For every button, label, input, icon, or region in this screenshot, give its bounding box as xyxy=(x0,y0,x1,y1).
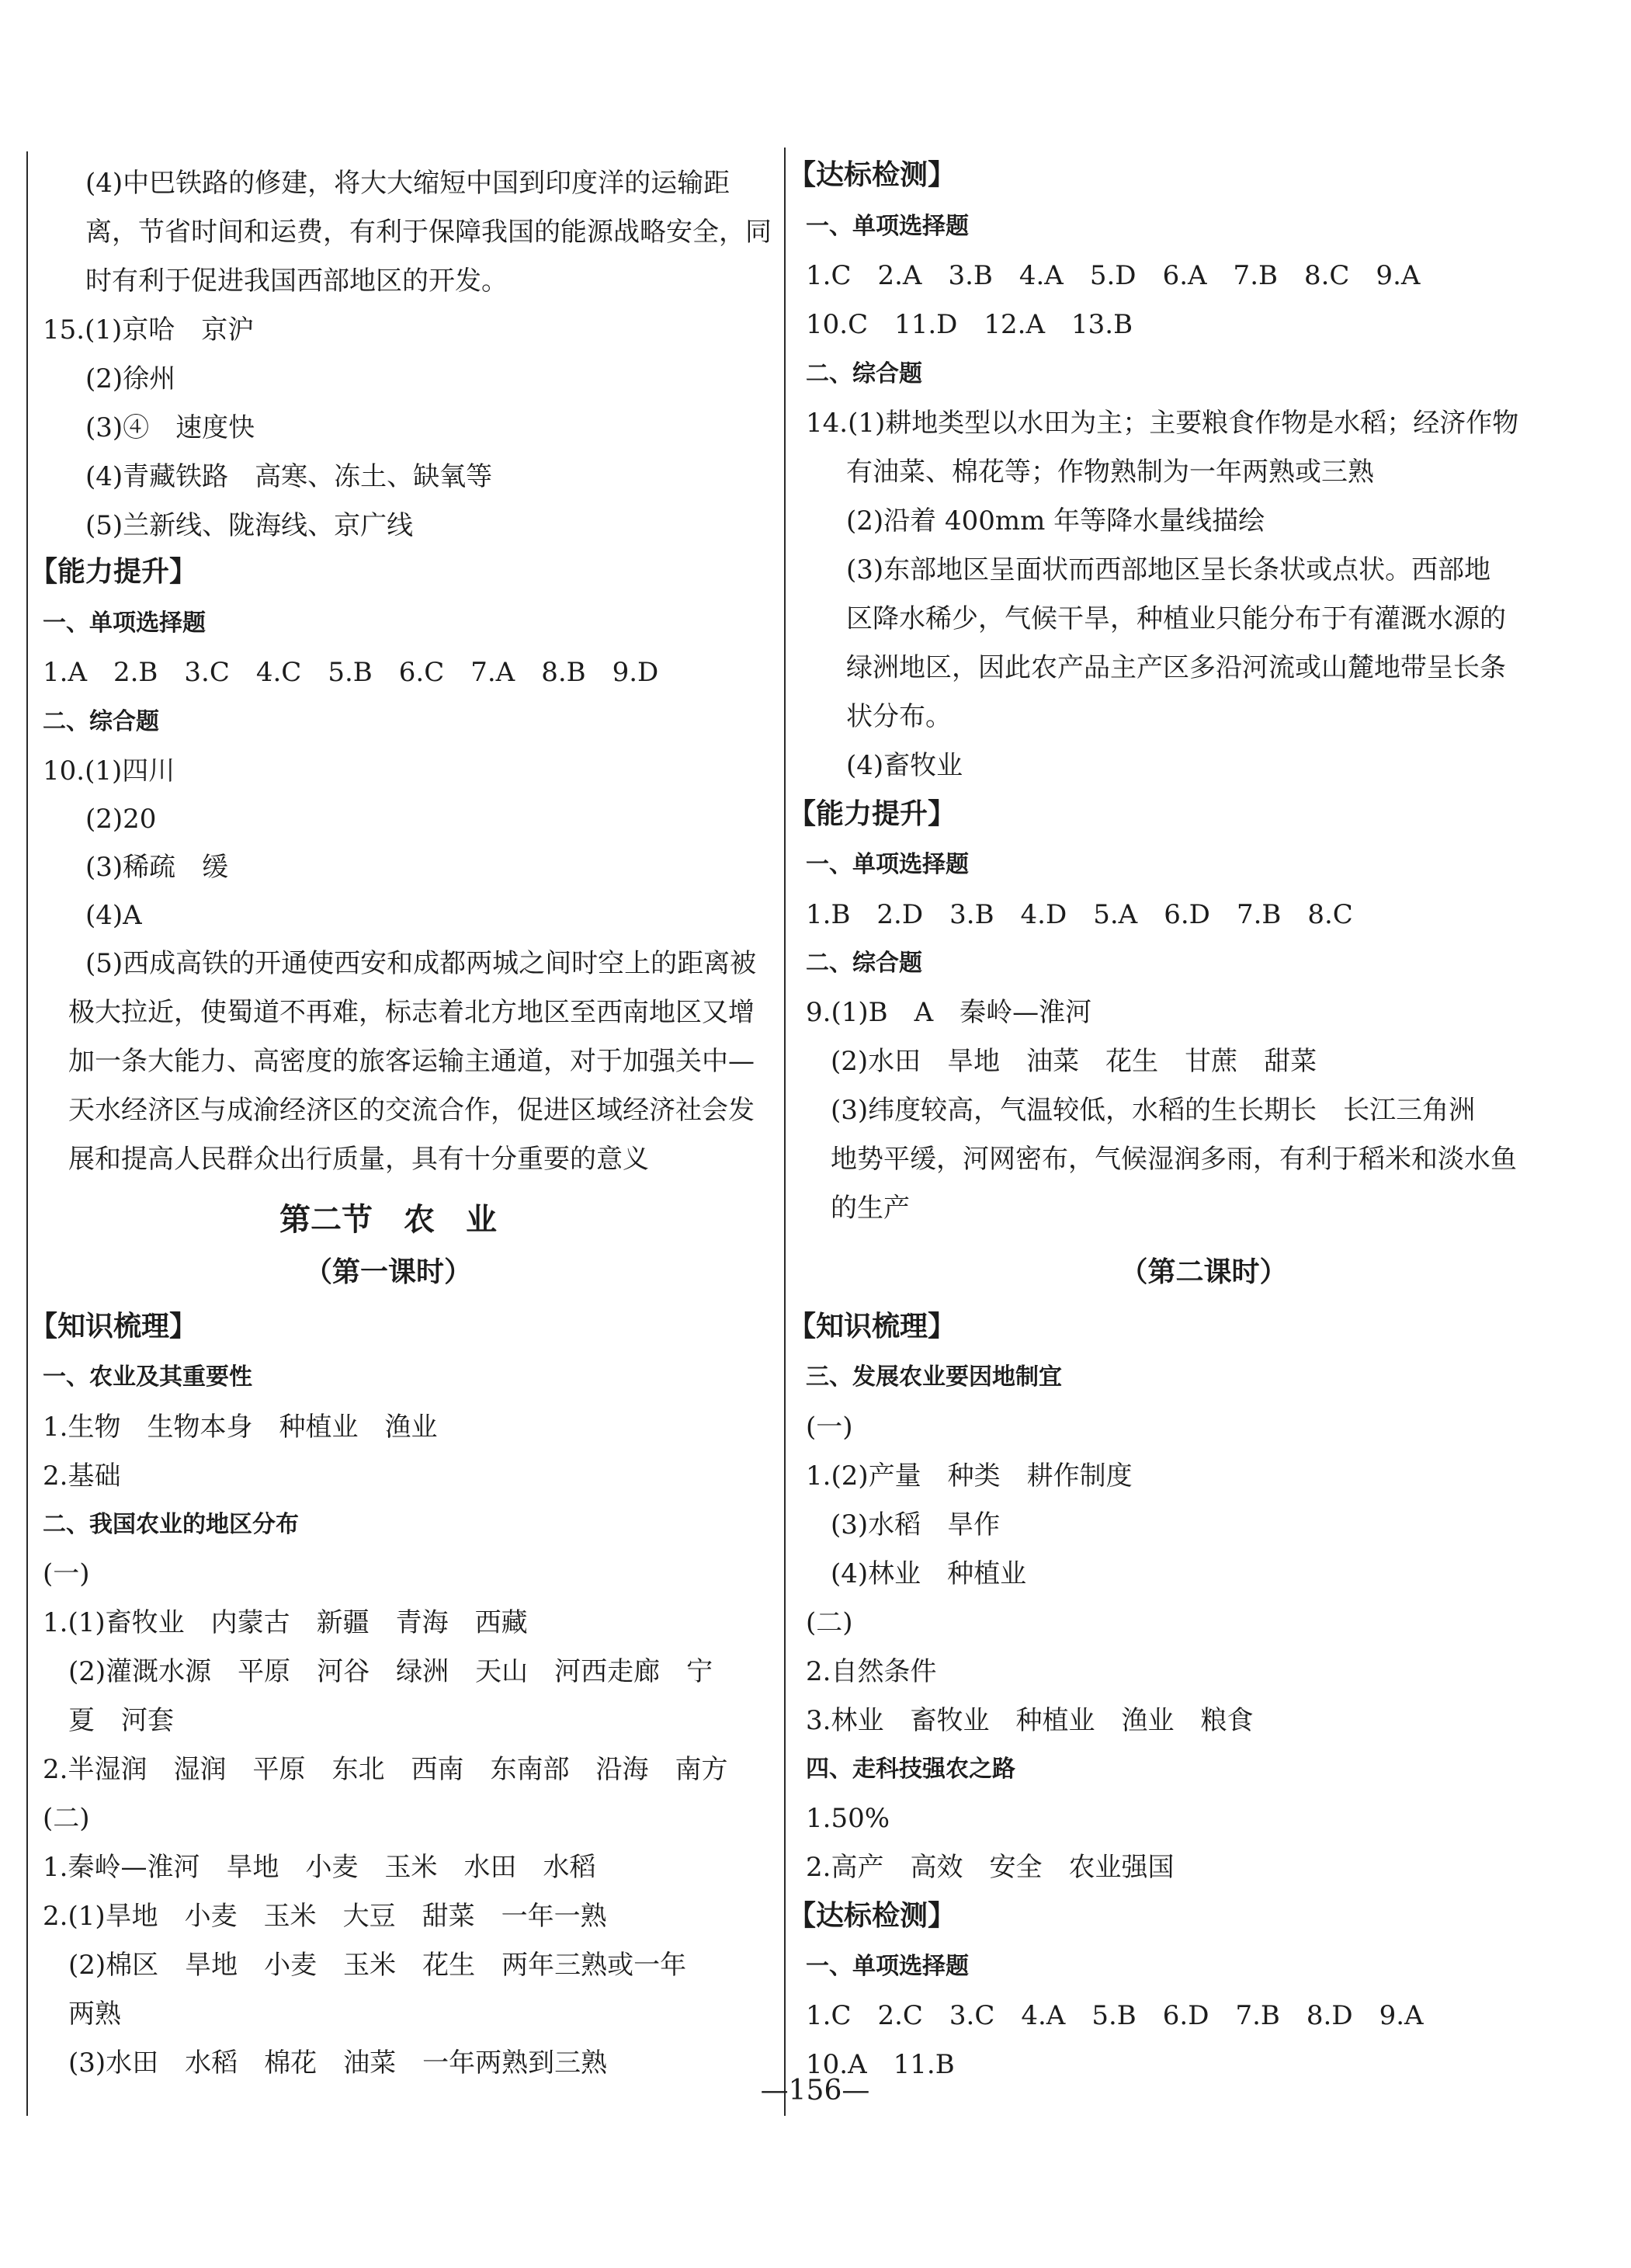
answer-line: (二) xyxy=(806,1607,853,1638)
answer-line: 14.(1)耕地类型以水田为主；主要粮食作物是水稻；经济作物 xyxy=(806,408,1519,439)
section-heading: 二、我国农业的地区分布 xyxy=(43,1511,299,1538)
choice-heading: 一、单项选择题 xyxy=(806,213,969,240)
answer-line: 离，节省时间和运费，有利于保障我国的能源战略安全，同 xyxy=(85,217,772,248)
answer-line: 区降水稀少，气候干旱，种植业只能分布于有灌溉水源的 xyxy=(846,603,1506,634)
answer-line: 9.(1)B A 秦岭—淮河 xyxy=(806,997,1092,1028)
answer-line: 1.50% xyxy=(806,1803,890,1834)
page-number: —156— xyxy=(760,2075,870,2106)
ability-heading: 【能力提升】 xyxy=(788,798,956,830)
choice-answers: 1.B 2.D 3.B 4.D 5.A 6.D 7.B 8.C xyxy=(806,899,1353,930)
answer-line: (2)20 xyxy=(85,804,157,835)
answer-line: (二) xyxy=(43,1803,90,1834)
answer-line: (5)兰新线、陇海线、京广线 xyxy=(85,510,414,541)
answer-line: (5)西成高铁的开通使西安和成都两城之间时空上的距离被 xyxy=(85,948,757,979)
choice-heading: 一、单项选择题 xyxy=(806,1953,969,1980)
answer-line: 2.(1)旱地 小麦 玉米 大豆 甜菜 一年一熟 xyxy=(43,1901,607,1932)
test-heading: 【达标检测】 xyxy=(788,1900,956,1932)
answer-line: 两熟 xyxy=(68,1999,121,2030)
choice-answers: 1.A 2.B 3.C 4.C 5.B 6.C 7.A 8.B 9.D xyxy=(43,657,659,688)
answer-line: 1.(1)畜牧业 内蒙古 新疆 青海 西藏 xyxy=(43,1607,528,1638)
answer-line: 有油菜、棉花等；作物熟制为一年两熟或三熟 xyxy=(846,457,1374,488)
left-column xyxy=(0,0,776,2112)
answer-line: 2.自然条件 xyxy=(806,1656,937,1687)
section-heading: 三、发展农业要因地制宜 xyxy=(806,1363,1062,1391)
answer-line: (2)灌溉水源 平原 河谷 绿洲 天山 河西走廊 宁 xyxy=(68,1656,713,1687)
ability-heading: 【能力提升】 xyxy=(29,556,198,588)
synthesis-heading: 二、综合题 xyxy=(806,360,922,387)
answer-line: (4)林业 种植业 xyxy=(831,1558,1027,1589)
answer-line: (4)中巴铁路的修建，将大大缩短中国到印度洋的运输距 xyxy=(85,168,730,199)
answer-line: (2)沿着 400mm 年等降水量线描绘 xyxy=(846,505,1265,537)
answer-line: (3)东部地区呈面状而西部地区呈长条状或点状。西部地 xyxy=(846,554,1491,585)
answer-line: 3.林业 畜牧业 种植业 渔业 粮食 xyxy=(806,1705,1254,1736)
answer-line: 2.高产 高效 安全 农业强国 xyxy=(806,1852,1175,1883)
synthesis-heading: 二、综合题 xyxy=(806,950,922,977)
answer-line: 加一条大能力、高密度的旅客运输主通道，对于加强关中— xyxy=(68,1046,755,1077)
choice-heading: 一、单项选择题 xyxy=(43,610,206,637)
answer-line: 10.(1)四川 xyxy=(43,755,175,787)
answer-line: 2.半湿润 湿润 平原 东北 西南 东南部 沿海 南方 xyxy=(43,1754,728,1785)
answer-line: 展和提高人民群众出行质量，具有十分重要的意义 xyxy=(68,1144,649,1175)
answer-line: 绿洲地区，因此农产品主产区多沿河流或山麓地带呈长条 xyxy=(846,652,1506,683)
answer-line: (3)纬度较高，气温较低，水稻的生长期长 长江三角洲 xyxy=(831,1095,1476,1126)
answer-line: (2)棉区 旱地 小麦 玉米 花生 两年三熟或一年 xyxy=(68,1950,687,1981)
answer-line: (4)A xyxy=(85,900,142,931)
choice-heading: 一、单项选择题 xyxy=(806,851,969,878)
answer-line: 时有利于促进我国西部地区的开发。 xyxy=(85,266,508,297)
knowledge-heading: 【知识梳理】 xyxy=(29,1311,198,1342)
answer-line: 的生产 xyxy=(831,1193,910,1224)
section-heading: 四、走科技强农之路 xyxy=(806,1756,1015,1783)
section-heading: 一、农业及其重要性 xyxy=(43,1363,252,1391)
answer-line: (2)水田 旱地 油菜 花生 甘蔗 甜菜 xyxy=(831,1046,1317,1077)
answer-line: (2)徐州 xyxy=(85,363,176,394)
lesson-title: （第二课时） xyxy=(1119,1256,1288,1288)
answer-line: (一) xyxy=(806,1412,853,1443)
choice-answers: 1.C 2.A 3.B 4.A 5.D 6.A 7.B 8.C 9.A xyxy=(806,260,1421,291)
choice-answers: 10.A 11.B xyxy=(806,2049,955,2080)
answer-line: (3)④ 速度快 xyxy=(85,412,255,443)
test-heading: 【达标检测】 xyxy=(788,159,956,191)
choice-answers: 1.C 2.C 3.C 4.A 5.B 6.D 7.B 8.D 9.A xyxy=(806,2000,1424,2031)
answer-line: 地势平缓，河网密布，气候湿润多雨，有利于稻米和淡水鱼 xyxy=(831,1144,1517,1175)
answer-line: (3)稀疏 缓 xyxy=(85,852,229,883)
answer-line: 极大拉近，使蜀道不再难，标志着北方地区至西南地区又增 xyxy=(68,997,755,1028)
knowledge-heading: 【知识梳理】 xyxy=(788,1311,956,1342)
answer-line: (3)水稻 旱作 xyxy=(831,1509,1001,1540)
answer-line: 天水经济区与成渝经济区的交流合作，促进区域经济社会发 xyxy=(68,1095,755,1126)
synthesis-heading: 二、综合题 xyxy=(43,708,159,735)
lesson-title: （第一课时） xyxy=(304,1256,472,1288)
answer-line: 状分布。 xyxy=(846,701,952,732)
right-column xyxy=(776,0,1631,2112)
answer-line: 15.(1)京哈 京沪 xyxy=(43,314,255,346)
answer-line: 2.基础 xyxy=(43,1460,121,1492)
choice-answers: 10.C 11.D 12.A 13.B xyxy=(806,309,1133,340)
section-title: 第二节 农 业 xyxy=(279,1202,497,1238)
answer-line: (4)畜牧业 xyxy=(846,750,963,781)
answer-line: (3)水田 水稻 棉花 油菜 一年两熟到三熟 xyxy=(68,2047,608,2079)
answer-line: (一) xyxy=(43,1558,90,1589)
answer-line: 夏 河套 xyxy=(68,1705,174,1736)
answer-line: 1.秦岭—淮河 旱地 小麦 玉米 水田 水稻 xyxy=(43,1852,596,1883)
answer-line: 1.(2)产量 种类 耕作制度 xyxy=(806,1460,1133,1492)
answer-line: (4)青藏铁路 高寒、冻土、缺氧等 xyxy=(85,461,493,492)
answer-line: 1.生物 生物本身 种植业 渔业 xyxy=(43,1412,438,1443)
